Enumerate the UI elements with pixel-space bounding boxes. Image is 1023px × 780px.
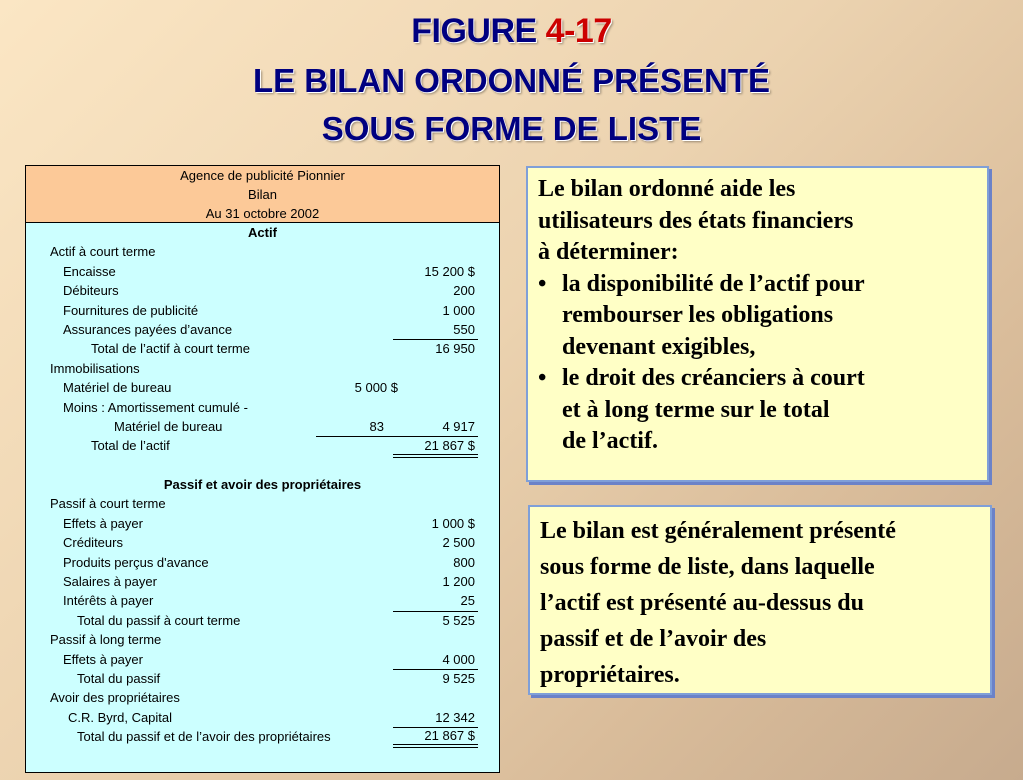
row-amount: 25 [393,591,478,611]
row-label: Total du passif et de l’avoir des propriétaires [77,729,331,745]
row-label: Fournitures de publicité [63,302,199,318]
row-amount: 550 [393,320,478,340]
row-label: Total de l’actif [91,438,170,454]
row-label: Matériel de bureau [63,380,172,396]
row-amount: 2 500 [442,535,475,551]
note-line: Le bilan est généralement présenté [540,518,896,544]
note-line: propriétaires. [540,662,680,688]
title-line-2: LE BILAN ORDONNÉ PRÉSENTÉ [252,62,771,99]
total-row [26,436,499,455]
row-amount: 1 200 [442,574,475,590]
note-line: de l’actif. [562,428,658,454]
current-assets-heading: Actif à court terme [50,244,156,260]
row-label: Intérêts à payer [63,593,154,609]
row-label: Moins : Amortissement cumulé - [63,399,248,415]
section-heading [26,359,499,378]
row-label: Matériel de bureau [114,418,223,434]
note-line: la disponibilité de l’actif pour [562,270,865,297]
table-row [26,301,499,320]
table-row [26,572,499,591]
row-label: Assurances payées d’avance [63,321,233,337]
row-amount: 5 525 [442,612,475,628]
balance-sheet-header [26,166,499,223]
row-label: Effets à payer [63,651,143,667]
note-line: rembourser les obligations [562,302,834,328]
note-box-list-format [528,505,992,695]
table-row [26,553,499,572]
row-label: Produits perçus d'avance [63,554,209,570]
note-line: le droit des créanciers à court [562,365,865,391]
table-row [26,417,499,436]
row-label: Encaisse [63,263,116,279]
liabilities-heading: Passif et avoir des propriétaires [163,477,362,493]
table-row [26,378,499,397]
row-net-amount: 4 917 [442,418,475,434]
row-amount: 21 867 $ [393,727,478,748]
row-amount: 200 [453,283,475,299]
note-line: et à long terme sur le total [562,396,830,423]
long-term-heading: Passif à long terme [50,632,162,648]
figure-label: FIGURE [411,12,546,50]
section-heading [26,688,499,707]
total-row [26,611,499,630]
row-amount: 4 000 [393,650,478,670]
row-label: Débiteurs [63,283,119,299]
bullet-icon: • [538,365,547,391]
row-amount: 16 950 [435,341,475,357]
table-row [26,398,499,417]
row-amount: 800 [453,554,475,570]
fixed-assets-heading: Immobilisations [50,360,140,376]
note-line: à déterminer: [538,239,679,265]
note-line: devenant exigibles, [562,333,756,360]
equity-heading: Avoir des propriétaires [50,690,180,706]
company-name: Agence de publicité Pionnier [180,168,345,183]
row-amount: 21 867 $ [393,436,478,458]
bullet-icon: • [538,270,547,297]
note-box-classified-benefits [526,166,989,482]
row-label: Créditeurs [63,535,123,551]
table-row [26,708,499,727]
total-row [26,727,499,746]
row-amount: 15 200 $ [424,263,475,279]
table-row [26,533,499,552]
balance-sheet [25,165,500,773]
bullet-item [538,363,977,458]
row-label: Salaires à payer [63,574,157,590]
row-amount: 83 [316,417,398,437]
row-label: Total du passif à court terme [77,612,241,628]
note-line: utilisateurs des états financiers [538,207,854,234]
statement-name: Bilan [248,187,277,202]
table-row [26,650,499,669]
table-row [26,281,499,300]
note-line: Le bilan ordonné aide les [538,176,796,202]
row-label: C.R. Byrd, Capital [68,709,173,725]
row-label: Effets à payer [63,515,143,531]
section-heading [26,494,499,513]
spacer [26,456,499,475]
note-line: l’actif est présenté au-dessus du [540,590,864,616]
table-row [26,320,499,339]
assets-heading: Actif [248,225,277,240]
total-row [26,339,499,358]
total-row [26,669,499,688]
title-line-3: SOUS FORME DE LISTE [321,110,702,147]
table-row [26,591,499,610]
row-amount: 1 000 [442,302,475,318]
current-liabilities-heading: Passif à court terme [50,496,166,512]
row-amount: 12 342 [393,708,478,728]
figure-title [0,12,1023,51]
note-line: passif et de l’avoir des [540,626,767,652]
section-heading [26,630,499,649]
table-row [26,514,499,533]
row-amount: 9 525 [442,670,475,686]
row-amount: 5 000 $ [354,380,398,396]
table-row [26,262,499,281]
statement-date: Au 31 octobre 2002 [205,206,320,221]
bullet-item [538,269,977,364]
row-amount: 1 000 $ [431,515,475,531]
row-label: Total du passif [77,670,161,686]
note-line: sous forme de liste, dans laquelle [540,554,875,580]
row-label: Total de l’actif à court terme [91,341,250,357]
figure-number: 4-17 [545,12,612,50]
section-heading [26,242,499,261]
